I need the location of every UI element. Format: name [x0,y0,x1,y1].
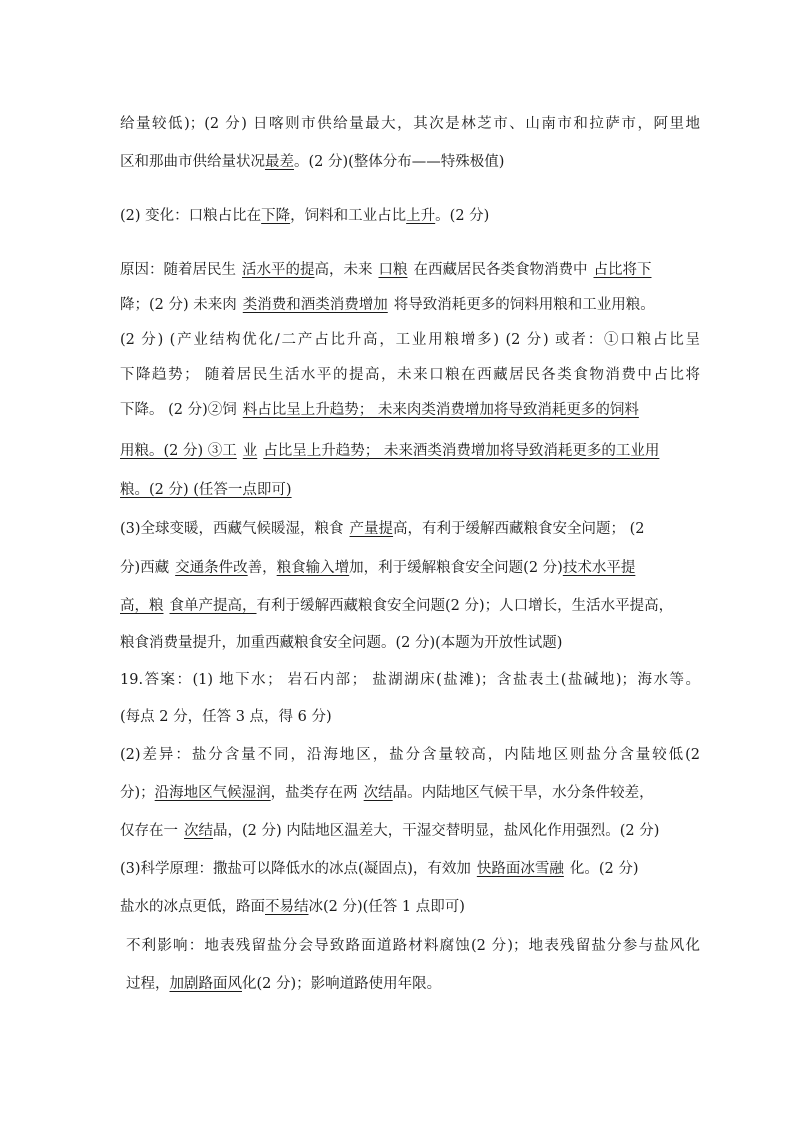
underlined-text: 粮。(2 分) (任答一点即可) [120,482,292,498]
underlined-text: 交通条件改 [175,560,248,576]
underlined-text: 加剧路面风 [169,976,242,992]
underlined-text: 食单产提高， [169,598,257,614]
text-line: 高，粮 食单产提高，有利于缓解西藏粮食安全问题(2 分)；人口增长，生活水平提高， [120,598,674,614]
text-line [120,441,700,461]
underlined-text: 类消费和酒类消费增加 [242,297,388,313]
underlined-text: 高，粮 [120,598,164,614]
text-line: (3)全球变暖，西藏气候暖湿，粮食 产量提高，有利于缓解西藏粮食安全问题； (2 [120,521,645,537]
text-line: 降；(2 分) 未来肉 类消费和酒类消费增加 将导致消耗更多的饲料用粮和工业用粮。 [120,297,655,313]
underlined-text: 快路面冰雪融 [476,861,564,877]
text-line: 19.答案：(1) 地下水； 岩石内部； 盐湖湖床(盐滩)；含盐表土(盐碱地)；海水等。 [120,672,700,688]
text-line: 原因：随着居民生 活水平的提高，未来 口粮 在西藏居民各类食物消费中 占比将下 [120,262,652,278]
underlined-text: 用粮。(2 分) ③工 [120,443,237,459]
text-line: 分)西藏 交通条件改善，粮食输入增加，利于缓解粮食安全问题(2 分)技术水平提 [120,560,636,576]
text-line: (2)差异：盐分含量不同，沿海地区，盐分含量较高，内陆地区则盐分含量较低(2 [120,747,700,763]
text-line: 不利影响：地表残留盐分会导致路面道路材料腐蚀(2 分)；地表残留盐分参与盐风化 [126,938,700,954]
text-line: (每点 2 分，任答 3 点，得 6 分) [120,709,332,725]
underlined-text: 占比将下 [593,262,652,278]
text-line: 下降趋势； 随着居民生活水平的提高，未来口粮在西藏居民各类食物消费中占比将 [120,367,700,383]
underlined-text: 粮食输入增 [276,560,350,576]
underlined-text: 技术水平提 [562,560,636,576]
text-line: 仅存在一 次结晶，(2 分) 内陆地区温差大，干湿交替明显，盐风化作用强烈。(2 分) [120,823,660,839]
underlined-text: 最差 [265,154,294,170]
text-line: 给量较低)；(2 分) 日喀则市供给量最大，其次是林芝市、山南市和拉萨市，阿里地 [120,116,700,132]
underlined-text: 下降 [261,208,291,224]
text-line: 过程，加剧路面风化(2 分)；影响道路使用年限。 [126,976,442,992]
underlined-text: 产量提 [349,521,394,537]
underlined-text: 不易结 [265,899,309,915]
underlined-text: 沿海地区气候湿润 [154,785,271,801]
text-line: (2) 变化：口粮占比在下降，饲料和工业占比上升。(2 分) [120,208,490,224]
text-line: 区和那曲市供给量状况最差。(2 分)(整体分布——特殊极值) [120,154,505,170]
text-line: 盐水的冰点更低，路面不易结冰(2 分)(任答 1 点即可) [120,899,465,915]
underlined-text: 料占比呈上升趋势； 未来肉类消费增加将导致消耗更多的饲料 [242,402,639,418]
underlined-text: 活水平的提 [242,262,315,278]
underlined-text: 业 [242,443,258,459]
underlined-text: 次结 [363,785,393,801]
text-line: (2 分) (产业结构优化/二产占比升高，工业用粮增多) (2 分) 或者：①口粮占比呈 [120,332,700,348]
text-line: (3)科学原理：撒盐可以降低水的冰点(凝固点)，有效加 快路面冰雪融 化。(2 分) [120,861,639,877]
underlined-text: 次结 [184,823,213,839]
text-line: 粮食消费量提升，加重西藏粮食安全问题。(2 分)(本题为开放性试题) [120,635,563,651]
underlined-text: 口粮 [378,262,408,278]
underlined-text: 上升 [406,208,436,224]
text-line: 分)；沿海地区气候湿润，盐类存在两 次结晶。内陆地区气候干旱，水分条件较差， [120,785,654,801]
underlined-text: 占比呈上升趋势； 未来酒类消费增加将导致消耗更多的工业用 [263,443,660,459]
text-line: 下降。 (2 分)②饲 料占比呈上升趋势； 未来肉类消费增加将导致消耗更多的饲料 [120,402,639,418]
text-line [120,480,700,500]
